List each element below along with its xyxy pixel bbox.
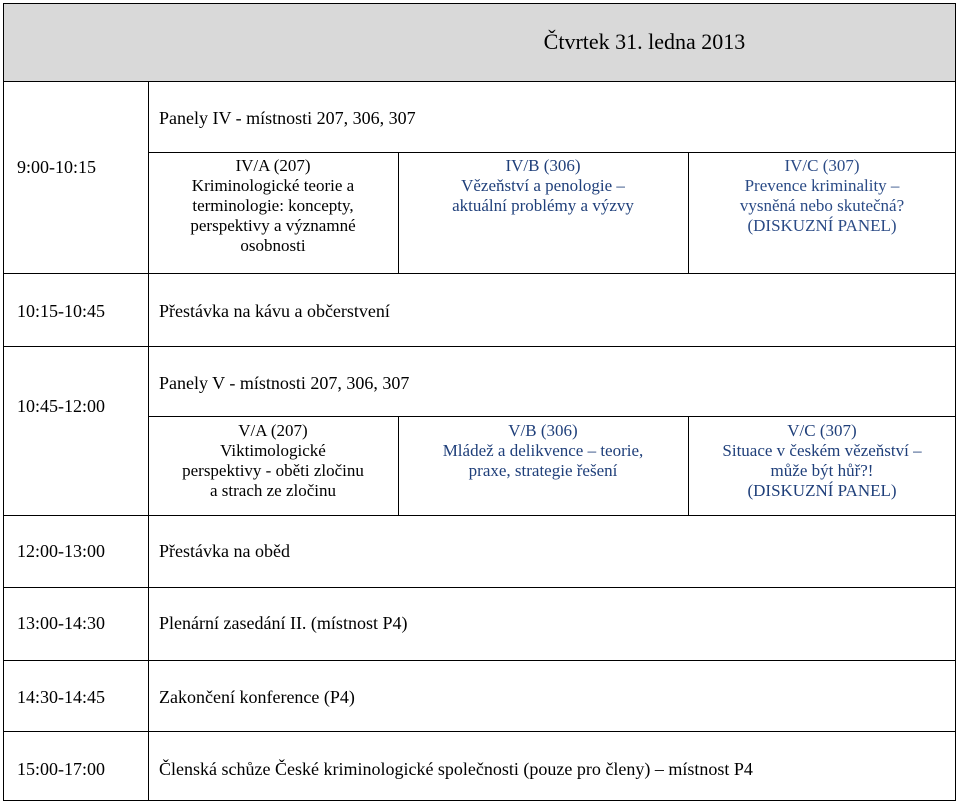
border-right: [955, 3, 956, 801]
lunch-text: Přestávka na oběd: [159, 541, 290, 561]
time-cell-5: 14:30-14:45: [17, 687, 105, 707]
plenary-text: Plenární zasedání II. (místnost P4): [159, 613, 408, 633]
border-row-1: [3, 273, 956, 274]
panel-code: IV/C (307): [784, 156, 860, 175]
panel-code: IV/A (207): [235, 156, 311, 175]
panel-v-a: [148, 421, 398, 501]
panel-line: Viktimologické: [220, 441, 326, 460]
border-panels-iv: [148, 152, 956, 153]
border-row-3: [3, 515, 956, 516]
panel-line: terminologie: koncepty,: [192, 196, 354, 215]
panel-iv-a: [148, 156, 398, 256]
border-panel-v-bc: [688, 416, 689, 515]
closing-text: Zakončení konference (P4): [159, 687, 355, 707]
day-header: [3, 3, 956, 81]
members-meeting-text: Členská schůze České kriminologické společnosti (pouze pro členy) – místnost P4: [159, 759, 753, 779]
border-panel-iv-bc: [688, 152, 689, 273]
panel-iv-b: [398, 156, 688, 216]
panel-code: V/A (207): [238, 421, 308, 440]
border-header: [3, 81, 956, 82]
time-cell-6: 15:00-17:00: [17, 759, 105, 779]
border-top: [3, 3, 956, 4]
panel-iv-c: [688, 156, 956, 236]
panel-v-c: [688, 421, 956, 501]
panel-code: V/B (306): [508, 421, 578, 440]
time-cell-0: 9:00-10:15: [17, 157, 96, 177]
panel-line: Mládež a delikvence – teorie,: [442, 441, 644, 460]
coffee-break-text: Přestávka na kávu a občerstvení: [159, 301, 390, 321]
time-cell-1: 10:15-10:45: [17, 301, 105, 321]
border-time-column: [148, 81, 149, 800]
panel-v-b: [398, 421, 688, 481]
panel-line: praxe, strategie řešení: [468, 461, 618, 480]
time-cell-3: 12:00-13:00: [17, 541, 105, 561]
schedule-table: [3, 3, 956, 801]
border-row-4: [3, 587, 956, 588]
panel-line: aktuální problémy a výzvy: [452, 196, 634, 215]
panel-line: vysněná nebo skutečná?: [739, 196, 905, 215]
border-panel-v-ab: [398, 416, 399, 515]
border-left: [3, 3, 4, 801]
panel-line: (DISKUZNÍ PANEL): [747, 216, 897, 235]
panel-line: Kriminologické teorie a: [191, 176, 355, 195]
panel-heading-v: Panely V - místnosti 207, 306, 307: [159, 373, 410, 393]
border-panel-iv-ab: [398, 152, 399, 273]
panel-line: může být hůř?!: [770, 461, 874, 480]
time-cell-2: 10:45-12:00: [17, 396, 105, 416]
panel-heading-iv: Panely IV - místnosti 207, 306, 307: [159, 108, 416, 128]
panel-line: Vězeňství a penologie –: [461, 176, 625, 195]
border-row-5: [3, 660, 956, 661]
time-cell-4: 13:00-14:30: [17, 613, 105, 633]
panel-line: (DISKUZNÍ PANEL): [747, 481, 897, 500]
panel-code: IV/B (306): [505, 156, 581, 175]
border-row-2: [3, 346, 956, 347]
border-panels-v: [148, 416, 956, 417]
panel-line: perspektivy - oběti zločinu: [182, 461, 364, 480]
panel-line: osobnosti: [240, 236, 306, 255]
panel-line: a strach ze zločinu: [209, 481, 336, 500]
day-title: Čtvrtek 31. ledna 2013: [543, 29, 746, 54]
panel-line: Prevence kriminality –: [744, 176, 900, 195]
panel-line: perspektivy a významné: [190, 216, 356, 235]
panel-code: V/C (307): [787, 421, 857, 440]
border-row-6: [3, 731, 956, 732]
panel-line: Situace v českém vězeňství –: [722, 441, 922, 460]
border-bottom: [3, 800, 956, 801]
